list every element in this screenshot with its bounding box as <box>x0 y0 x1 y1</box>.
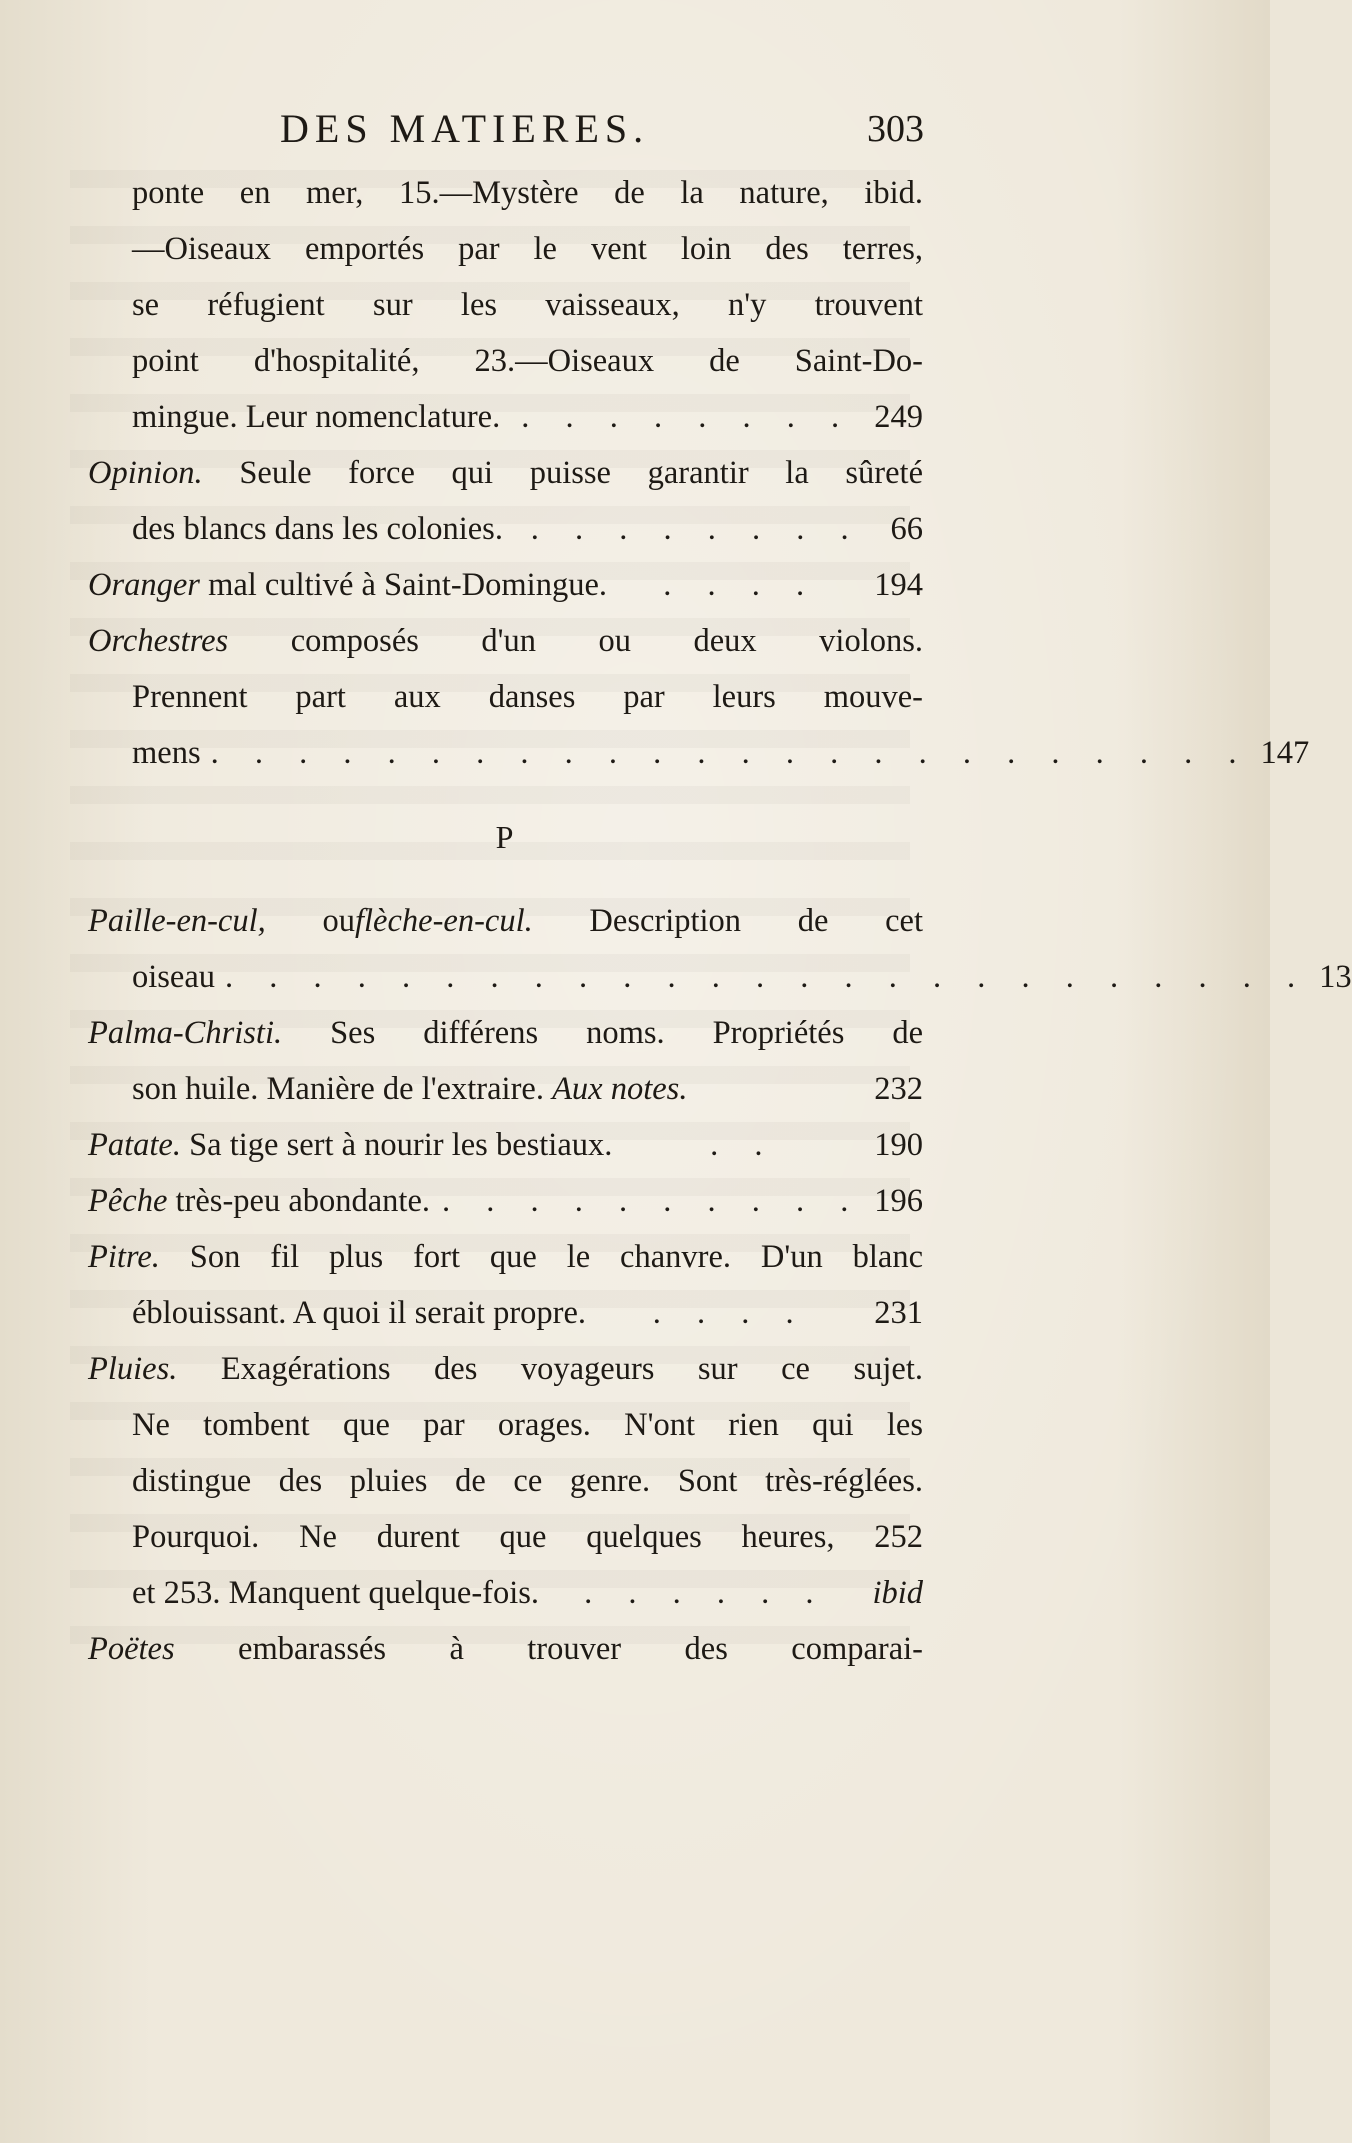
entry-keyword: Poëtes <box>88 1631 175 1667</box>
line-text: se réfugient sur les vaisseaux, n'y trouvent <box>132 287 923 323</box>
page-ref: 13 <box>1319 959 1352 995</box>
entry-keyword: Opinion. <box>88 455 203 491</box>
index-line <box>88 389 923 445</box>
page-ref: 66 <box>890 511 923 547</box>
line-text: oiseau <box>132 959 216 995</box>
index-entry-first-line <box>88 1117 923 1173</box>
line-text: point d'hospitalité, 23.—Oiseaux de Saint-Do- <box>132 343 923 379</box>
index-line <box>88 725 1310 781</box>
page-ref: 231 <box>874 1295 923 1331</box>
line-text: —Oiseaux emportés par le vent loin des terres, <box>132 231 923 267</box>
page-ref: 196 <box>874 1183 923 1219</box>
line-text: très-peu abondante. <box>175 1183 430 1219</box>
line-text: embarassés à trouver des comparai- <box>238 1631 923 1667</box>
index-line <box>88 1509 923 1565</box>
dot-leader: . . <box>710 1127 777 1163</box>
index-line <box>88 277 923 333</box>
entry-keyword: Orchestres <box>88 623 229 659</box>
line-text: Ne tombent que par orages. N'ont rien qui les <box>132 1407 923 1443</box>
page-ref: 147 <box>1260 735 1310 771</box>
line-text: mal cultivé à Saint-Domingue. <box>208 567 608 603</box>
line-text: mens <box>132 735 201 771</box>
running-title: DES MATIERES. <box>280 106 650 151</box>
running-head <box>130 104 924 154</box>
line-text: ponte en mer, 15.—Mystère de la nature, ibid. <box>132 175 923 211</box>
dot-leader: . . . . . . . . <box>530 511 863 547</box>
page-ref: ibid <box>872 1575 923 1611</box>
line-text-italic: Aux notes. <box>552 1071 688 1107</box>
index-line <box>88 333 923 389</box>
line-text: distingue des pluies de ce genre. Sont très-réglées. <box>132 1463 923 1499</box>
page-number: 303 <box>867 108 924 150</box>
line-text: Exagérations des voyageurs sur ce sujet. <box>220 1351 923 1387</box>
line-text: composés d'un ou deux violons. <box>290 623 923 659</box>
line-text: et 253. Manquent quelque-fois. <box>132 1575 540 1611</box>
dot-leader: . . . . <box>663 567 819 603</box>
line-text: ou <box>322 903 355 939</box>
line-text: Seule force qui puisse garantir la sûreté <box>239 455 924 491</box>
dot-leader: . . . . <box>652 1295 808 1331</box>
index-entry-first-line <box>88 1005 923 1061</box>
index-entry-first-line <box>88 893 923 949</box>
dot-leader: . . . . . . . . . . <box>441 1183 863 1219</box>
page-ref: 190 <box>874 1127 923 1163</box>
dot-leader: . . . . . . <box>584 1575 828 1611</box>
index-line <box>88 165 923 221</box>
index-entry-first-line <box>88 445 923 501</box>
index-line <box>88 501 923 557</box>
page-ref: 249 <box>874 399 923 435</box>
line-text-italic: flèche-en-cul. <box>354 903 533 939</box>
dot-leader: . . . . . . . . <box>521 399 854 435</box>
line-text: éblouissant. A quoi il serait propre. <box>132 1295 587 1331</box>
index-line <box>88 1453 923 1509</box>
index-entry-first-line <box>88 1621 923 1677</box>
dot-leader: . . . . . . . . . . . . . . . . . . . . . . . . <box>210 735 1251 771</box>
page-ref: 232 <box>874 1071 923 1107</box>
index-entry-first-line <box>88 613 923 669</box>
index-entry-first-line <box>88 1229 923 1285</box>
index-line <box>88 669 923 725</box>
index-line <box>88 1061 923 1117</box>
line-text: Prennent part aux danses par leurs mouve- <box>132 679 923 715</box>
line-text: des blancs dans les colonies. <box>132 511 503 547</box>
section-letter: P <box>495 819 516 855</box>
entry-keyword: Palma-Christi. <box>88 1015 283 1051</box>
line-text: Sa tige sert à nourir les bestiaux. <box>189 1127 613 1163</box>
index-line <box>88 1397 923 1453</box>
entry-keyword: Oranger <box>88 567 200 603</box>
index-entry-first-line <box>88 1341 923 1397</box>
line-text: Pourquoi. Ne durent que quelques heures, 252 <box>132 1519 923 1555</box>
index-text <box>88 165 1352 1677</box>
index-line <box>88 1285 923 1341</box>
index-entry-first-line <box>88 557 923 613</box>
entry-keyword: Pitre. <box>88 1239 160 1275</box>
entry-keyword: Paille-en-cul, <box>88 903 266 939</box>
entry-keyword: Patate. <box>88 1127 181 1163</box>
line-text: mingue. Leur nomenclature. <box>132 399 501 435</box>
entry-keyword: Pluies. <box>88 1351 178 1387</box>
entry-keyword: Pêche <box>88 1183 168 1219</box>
line-text: son huile. Manière de l'extraire. <box>132 1071 544 1107</box>
index-line <box>88 949 1352 1005</box>
line-text: Ses différens noms. Propriétés de <box>330 1015 924 1051</box>
index-line <box>88 221 923 277</box>
line-text: Description de cet <box>589 903 924 939</box>
line-text: Son fil plus fort que le chanvre. D'un blanc <box>189 1239 923 1275</box>
dot-leader: . . . . . . . . . . . . . . . . . . . . . . . . . <box>225 959 1310 995</box>
index-line <box>88 1565 923 1621</box>
page-ref: 194 <box>874 567 923 603</box>
index-entry-first-line <box>88 1173 923 1229</box>
